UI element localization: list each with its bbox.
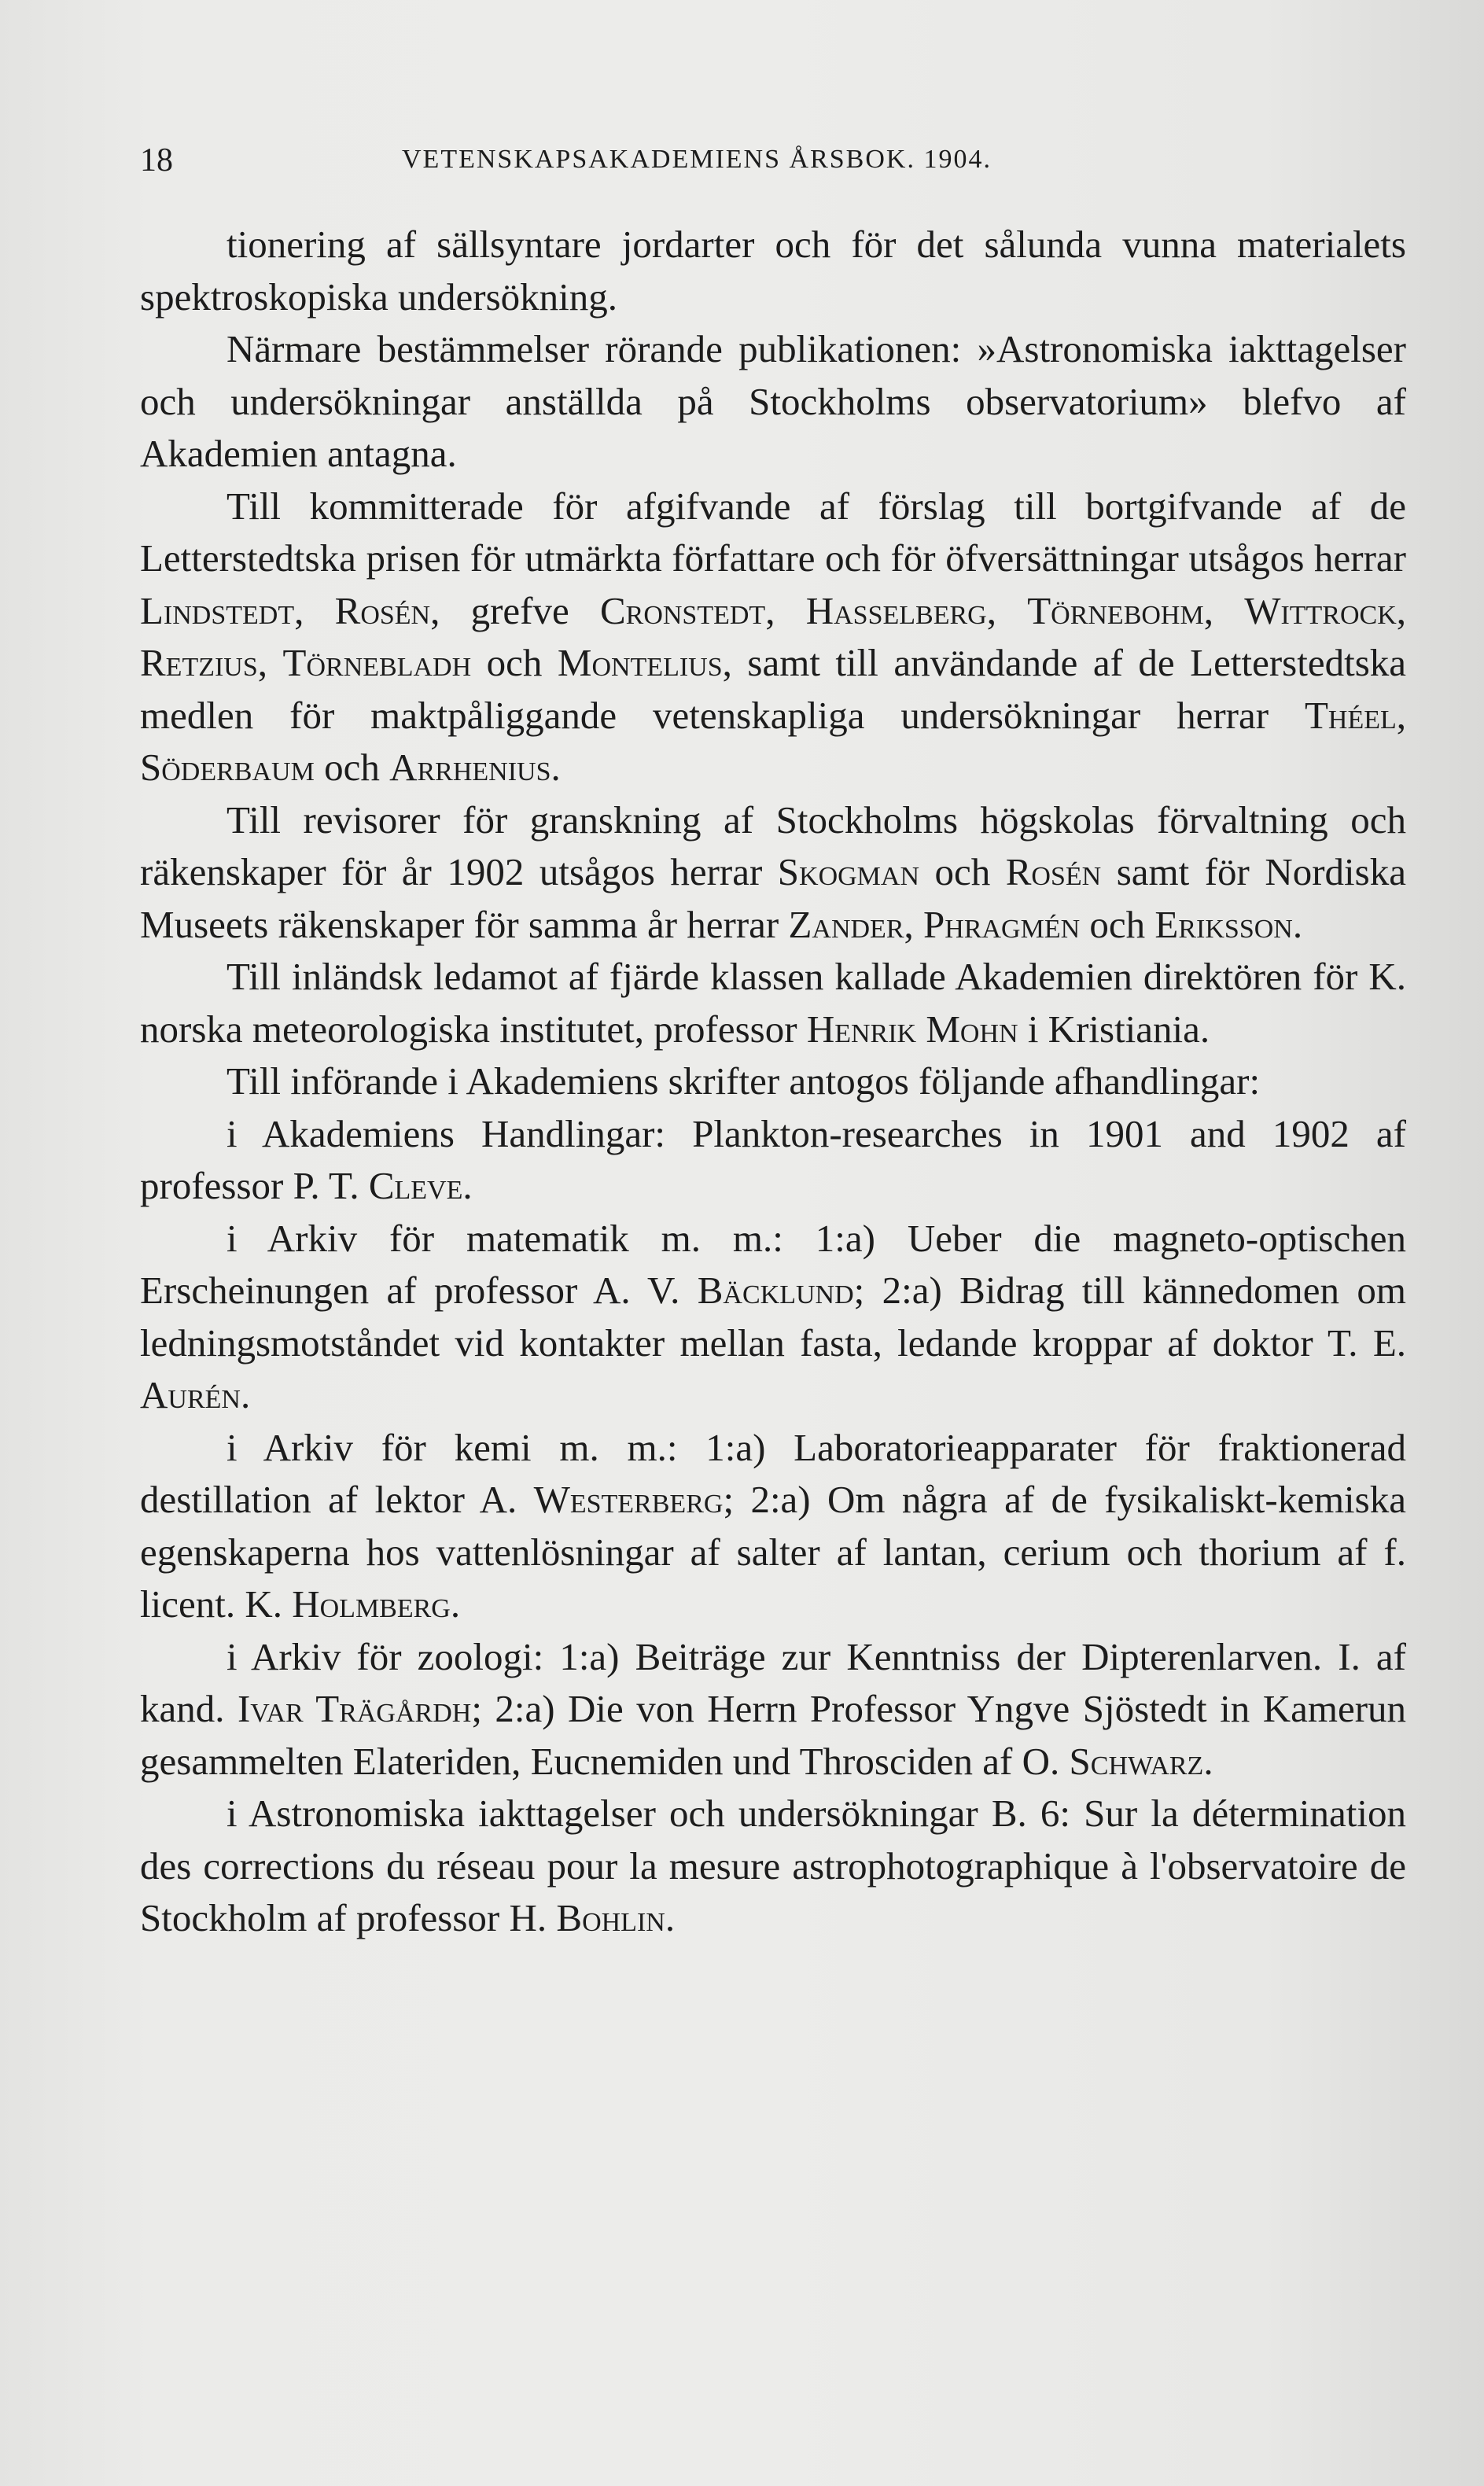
text-run: . bbox=[551, 746, 561, 789]
text-run: , bbox=[1203, 588, 1245, 632]
person-name: Schwarz bbox=[1069, 1739, 1204, 1783]
person-name: Montelius bbox=[557, 641, 723, 684]
person-name: Rosén bbox=[334, 588, 431, 632]
text-run: . bbox=[462, 1164, 473, 1207]
running-head: VETENSKAPSAKADEMIENS ÅRSBOK. 1904. bbox=[402, 145, 992, 174]
text-run: , bbox=[986, 588, 1028, 632]
paragraph bbox=[140, 794, 1406, 952]
paragraph bbox=[140, 481, 1406, 794]
paragraph bbox=[140, 1631, 1406, 1788]
text-run: Till revisorer för granskning af Stockholms högskolas förvaltning och räkenskaper för år 1902 utsågos herrar bbox=[140, 797, 1406, 893]
text-run: i Arkiv för kemi m. m.: 1:a) Laboratorieapparater för fraktionerad destillation af lektor A. bbox=[140, 1425, 1406, 1521]
person-name: Cronstedt bbox=[599, 588, 766, 632]
page-header bbox=[140, 132, 1367, 187]
text-run: , bbox=[257, 641, 283, 684]
person-name: Söderbaum bbox=[140, 746, 315, 789]
text-run: . bbox=[1292, 902, 1303, 946]
person-name: Lindstedt bbox=[140, 588, 295, 632]
text-run: tionering af sällsyntare jordarter och för det sålunda vunna materialets spektroskopiska undersökning. bbox=[140, 223, 1406, 319]
person-name: Rosén bbox=[1005, 850, 1102, 893]
text-run: i Akademiens Handlingar: Plankton-researches in 1901 and 1902 af professor P. T. bbox=[140, 1111, 1406, 1207]
text-run: ; 2:a) Die von Herrn Professor Yngve Sjöstedt in Kamerun gesammelten Elateriden, Eucnemiden und Throsciden af O. bbox=[140, 1687, 1407, 1783]
text-run: , bbox=[904, 902, 924, 946]
text-run: ; 2:a) Bidrag till kännedomen om ledningsmotståndet vid kontakter mellan fasta, ledande kroppar af doktor T. E. bbox=[140, 1269, 1406, 1365]
text-run: Till kommitterade för afgifvande af förslag till bortgifvande af de Letterstedtska prisen för utmärkta författare och för öfversättningar utsågos herrar bbox=[140, 484, 1406, 580]
person-name: Törnebohm bbox=[1027, 588, 1204, 632]
text-run: Närmare bestämmelser rörande publikationen: »Astronomiska iakttagelser och undersökningar anställda på Stockholms observatorium» blefvo af Akademien antagna. bbox=[140, 327, 1406, 475]
person-name: Phragmén bbox=[923, 902, 1081, 946]
person-name: Zander bbox=[788, 902, 904, 946]
text-run: Till införande i Akademiens skrifter antogos följande afhandlingar: bbox=[226, 1059, 1261, 1103]
text-run: i Astronomiska iakttagelser och undersökningar B. 6: Sur la détermination des corrections du réseau pour la mesure astrophotographique à l'observatoire de Stockholm af professor H. bbox=[140, 1792, 1406, 1939]
person-name: Hasselberg bbox=[805, 588, 987, 632]
paragraph bbox=[140, 1788, 1406, 1945]
text-run: , bbox=[1396, 693, 1406, 737]
paragraph bbox=[140, 219, 1406, 323]
text-run: och bbox=[1080, 902, 1155, 946]
text-run: i Arkiv för matematik m. m.: 1:a) Ueber die magneto-optischen Erscheinungen af professor A. V. bbox=[140, 1216, 1406, 1312]
person-name: Retzius bbox=[140, 641, 258, 684]
text-run: i Arkiv för zoologi: 1:a) Beiträge zur Kenntniss der Dipterenlarven. I. af kand. bbox=[140, 1634, 1406, 1730]
person-name: Bäcklund bbox=[697, 1269, 854, 1312]
person-name: Henrik Mohn bbox=[806, 1007, 1018, 1051]
person-name: Cleve bbox=[368, 1164, 463, 1207]
body-text bbox=[140, 219, 1406, 1945]
paragraph bbox=[140, 1422, 1406, 1631]
text-run: och bbox=[471, 641, 558, 684]
text-run: , bbox=[294, 588, 335, 632]
person-name: Skogman bbox=[777, 850, 920, 893]
text-run: , samt till användande af de Letterstedtska medlen för maktpåliggande vetenskapliga undersökningar herrar bbox=[140, 641, 1407, 737]
person-name: Törnebladh bbox=[282, 641, 472, 684]
person-name: Bohlin bbox=[556, 1896, 665, 1939]
person-name: Aurén bbox=[140, 1373, 241, 1416]
text-run: Till inländsk ledamot af fjärde klassen kallade Akademien direktören för K. norska meteorologiska institutet, professor bbox=[140, 955, 1406, 1051]
text-run: ; 2:a) Om några af de fysikaliskt-kemiska egenskaperna hos vattenlösningar af salter af lantan, cerium och thorium af f. licent. K. bbox=[140, 1478, 1406, 1626]
paragraph bbox=[140, 1055, 1406, 1108]
text-run: . bbox=[240, 1373, 251, 1416]
text-run: samt för Nordiska Museets räkenskaper för samma år herrar bbox=[140, 850, 1406, 946]
text-run: och bbox=[314, 746, 390, 789]
paragraph bbox=[140, 1108, 1406, 1213]
text-run: . bbox=[450, 1582, 461, 1626]
text-run: , bbox=[1396, 588, 1407, 632]
paragraph bbox=[140, 1213, 1406, 1422]
text-run: i Kristiania. bbox=[1018, 1007, 1210, 1051]
paragraph bbox=[140, 323, 1406, 481]
person-name: Ivar Trägårdh bbox=[237, 1687, 472, 1730]
person-name: Arrhenius bbox=[389, 746, 551, 789]
person-name: Eriksson bbox=[1154, 902, 1293, 946]
person-name: Westerberg bbox=[533, 1478, 724, 1521]
person-name: Holmberg bbox=[292, 1582, 451, 1626]
text-run: och bbox=[919, 850, 1006, 893]
text-run: , grefve bbox=[430, 588, 600, 632]
text-run: . bbox=[665, 1896, 676, 1939]
person-name: Théel bbox=[1304, 693, 1397, 737]
text-run: . bbox=[1203, 1739, 1213, 1783]
text-run: , bbox=[765, 588, 806, 632]
paragraph bbox=[140, 951, 1406, 1055]
person-name: Wittrock bbox=[1244, 588, 1397, 632]
page-number: 18 bbox=[140, 142, 173, 179]
